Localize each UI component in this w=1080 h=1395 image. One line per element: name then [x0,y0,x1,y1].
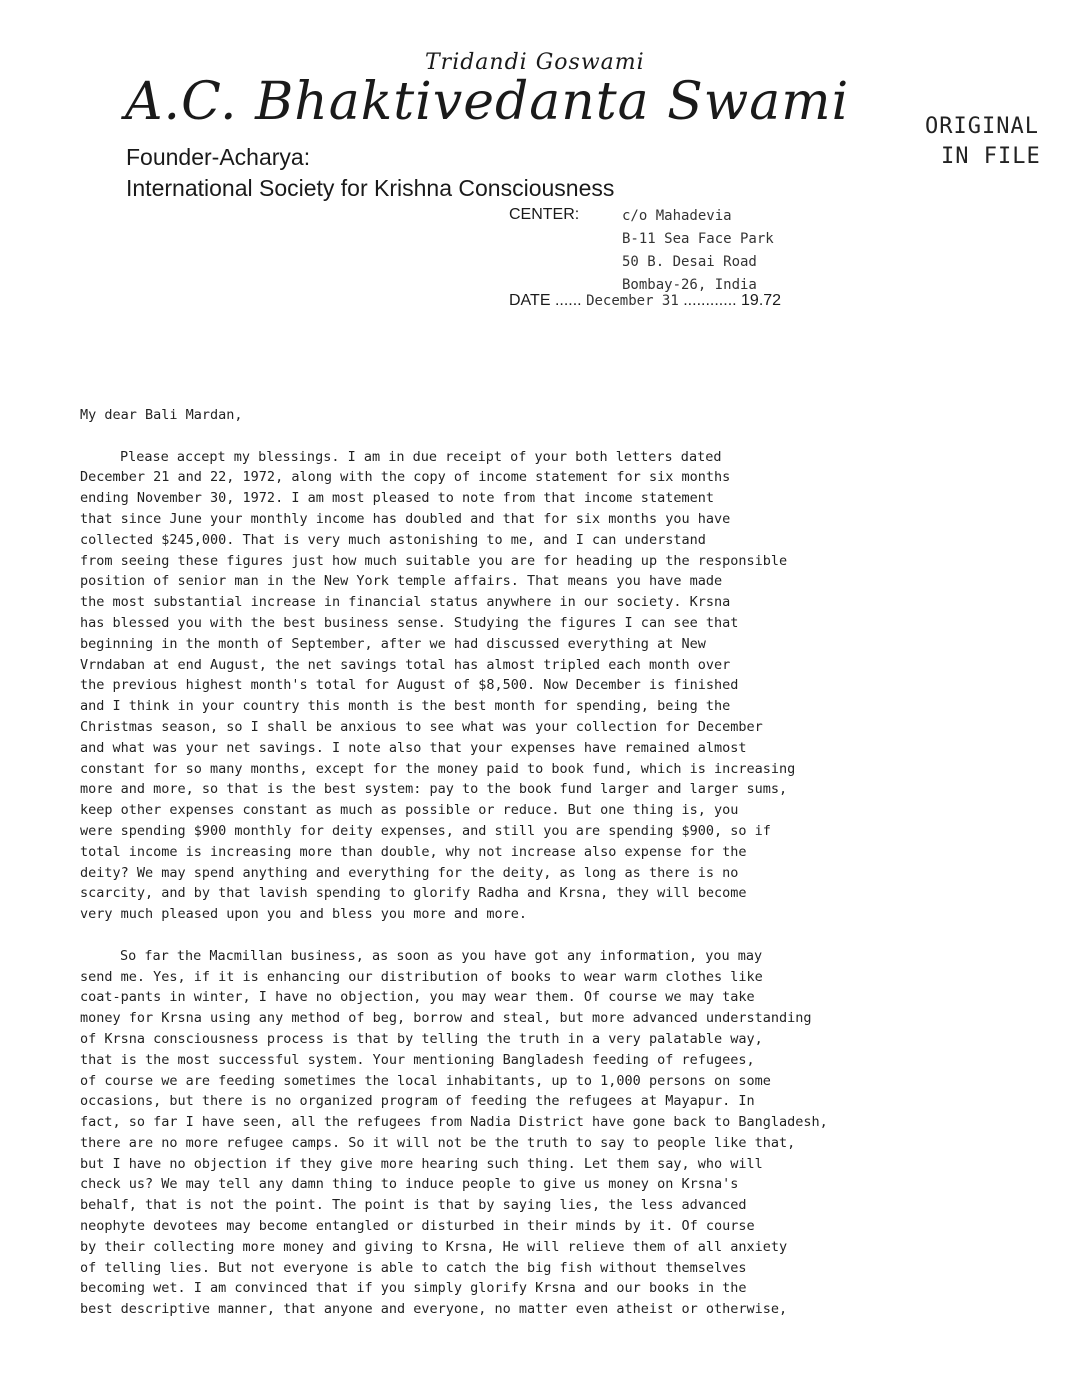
letter-greeting: My dear Bali Mardan, [80,407,243,423]
founder-block [126,142,614,204]
letter-paragraph: Please accept my blessings. I am in due receipt of your both letters dated December 21 and 22, 1972, along with the copy of income statement for six months ending November 30, 1972. I am most pleased to note from that income statement that since June your monthly income has doubled and that for six months you have collected $245,000. That is very much astonishing to me, and I can understand from seeing these figures just how much suitable you are for heading up the responsible position of senior man in the New York temple affairs. That means you have made the most substantial increase in financial status anywhere in our society. Krsna has blessed you with the best business sense. Studying the figures I can see that beginning in the month of September, after we had discussed everything at New Vrndaban at end August, the net savings total has almost tripled each month over the previous highest month's total for August of $8,500. Now December is finished and I think in your country this month is the best month for spending, being the Christmas season, so I shall be anxious to see what was your collection for December and what was your net savings. I note also that your expenses have remained almost constant for so many months, except for the money paid to book fund, which is increasing more and more, so that is the best system: pay to the book fund larger and larger sums, keep other expenses constant as much as possible or reduce. But one thing is, you were spending $900 monthly for deity expenses, and still you are spending $900, so if total income is increasing more than double, why not increase also expense for the deity? We may spend anything and everything for the deity, as long as there is no scarcity, and by that lavish spending to glorify Radha and Krsna, they will become very much pleased upon you and bless you more and more. [80,448,796,923]
original-in-file-stamp [925,112,1041,172]
society-line: International Society for Krishna Consciousness [126,175,615,201]
stamp-line: IN FILE [941,144,1041,169]
founder-line: Founder-Acharya: [126,144,311,170]
stamp-line: ORIGINAL [925,114,1039,139]
date-value: December 31 [586,293,679,309]
date-row [509,292,781,310]
date-label: DATE [509,292,551,309]
date-dots: ............ [683,292,742,309]
date-dots: ...... [554,292,587,309]
center-label: CENTER: [509,206,580,223]
letterhead-title-small: Tridandi Goswami [425,50,645,75]
center-address: c/o Mahadevia B-11 Sea Face Park 50 B. Desai Road Bombay-26, India [622,208,774,293]
letter-paragraph: So far the Macmillan business, as soon as you have got any information, you may send me. Yes, if it is enhancing our distribution of books to wear warm clothes like coat-pants in winter, I have no objection, you may wear them. Of course we may take money for Krsna using any method of beg, borrow and steal, but more advanced understanding of Krsna consciousness process is that by telling the truth in a very palatable way, that is the most successful system. Your mentioning Bangladesh feeding of refugees, of course we are feeding sometimes the local inhabitants, up to 1,000 persons on some occasions, but there is no organized program of feeding the refugees at Mayapur. In fact, so far I have seen, all the refugees from Nadia District have gone back to Bangladesh, there are no more refugee camps. So it will not be the truth to say to people like that, but I have no objection if they give more hearing such thing. Let them say, who will check us? We may tell any damn thing to induce people to give us money on Krsna's behalf, that is not the point. The point is that by saying lies, the less advanced neophyte devotees may become entangled or disturbed in their minds by it. Of course by their collecting more money and giving to Krsna, He will relieve them of all anxiety of telling lies. But not everyone is able to catch the big fish without themselves becoming wet. I am convinced that if you simply glorify Krsna and our books in the best descriptive manner, that anyone and everyone, no matter even atheist or otherwise, [80,947,828,1318]
letter-body [80,405,1055,1341]
letterhead-name: A.C. Bhaktivedanta Swami [125,72,850,132]
date-year: 19.72 [741,292,782,309]
